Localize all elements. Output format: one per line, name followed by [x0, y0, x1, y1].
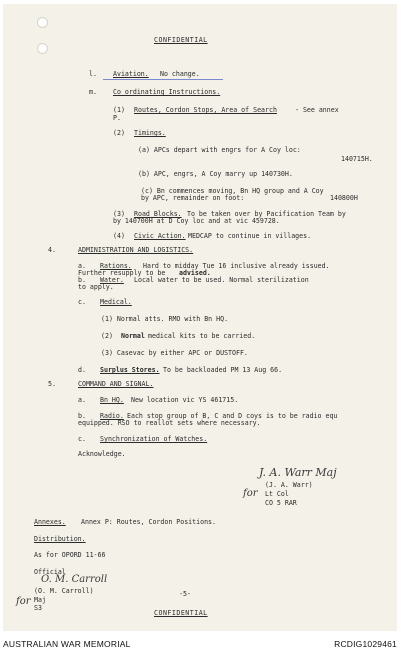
- official-name: (O. M. Carroll): [34, 587, 94, 595]
- admin-d-text: To be backloaded PM 13 Aug 66.: [163, 366, 283, 374]
- admin-c-number: c.: [78, 298, 86, 306]
- m1-cont: P.: [113, 114, 121, 122]
- para-5-title: COMMAND AND SIGNAL.: [78, 380, 154, 388]
- signal-a-title: Bn HQ.: [100, 396, 124, 404]
- signature-rank: Lt Col: [265, 490, 289, 498]
- acknowledge: Acknowledge.: [78, 450, 126, 458]
- ink-underline: [103, 79, 223, 80]
- official-label: Official: [34, 568, 66, 576]
- annexes-label: Annexes.: [34, 518, 66, 526]
- m2c-time: 140800H: [330, 194, 358, 202]
- admin-a-number: a.: [78, 262, 86, 270]
- m2a-time: 140715H.: [341, 155, 373, 163]
- official-role: S3: [34, 604, 42, 612]
- m2a-text: (a) APCs depart with engrs for A Coy loc:: [138, 146, 301, 154]
- m2c-line1: (c) Bn commences moving, Bn HQ group and A Coy: [141, 187, 324, 195]
- punch-hole: [37, 43, 48, 54]
- punch-hole: [37, 17, 48, 28]
- m3-text: To be taken over by Pacification Team by: [187, 210, 346, 218]
- admin-c1: (1) Normal atts. RMO with Bn HQ.: [101, 315, 229, 323]
- para-m-number: m.: [89, 88, 97, 96]
- archive-name: AUSTRALIAN WAR MEMORIAL: [3, 639, 131, 649]
- m1-number: (1): [113, 106, 125, 114]
- para-m-title: Co ordinating Instructions.: [113, 88, 221, 96]
- signature-name: (J. A. Warr): [265, 481, 313, 489]
- m4-text: MEDCAP to continue in villages.: [188, 232, 312, 240]
- para-5-number: 5.: [48, 380, 56, 388]
- signal-b-cont: equipped. RSO to reallot sets where necessary.: [78, 419, 261, 427]
- signal-a-text: New location vic YS 461715.: [131, 396, 239, 404]
- admin-a-text: Hard to midday Tue 16 inclusive already issued.: [143, 262, 330, 270]
- distribution-text: As for OPORD 11-66: [34, 551, 106, 559]
- signature-scrawl: J. A. Warr Maj: [259, 466, 337, 479]
- m2c-line2: by APC, remainder on foot:: [141, 194, 245, 202]
- distribution-label: Distribution.: [34, 535, 86, 543]
- admin-b-title: Water.: [100, 276, 124, 284]
- admin-a-handwritten: advised.: [179, 269, 211, 277]
- admin-c2-number: (2): [101, 332, 113, 340]
- para-l-text: No change.: [160, 70, 200, 78]
- m2-number: (2): [113, 129, 125, 137]
- admin-a-cont: Further resupply to be: [78, 269, 166, 277]
- admin-c3: (3) Casevac by either APC or DUSTOFF.: [101, 349, 248, 357]
- admin-c2-text: medical kits to be carried.: [148, 332, 256, 340]
- annexes-text: Annex P: Routes, Cordon Positions.: [81, 518, 216, 526]
- signal-b-title: Radio.: [100, 412, 124, 420]
- m4-number: (4): [113, 232, 125, 240]
- classification-footer: CONFIDENTIAL: [154, 609, 208, 617]
- signal-b-number: b.: [78, 412, 86, 420]
- admin-d-number: d.: [78, 366, 86, 374]
- admin-b-number: b.: [78, 276, 86, 284]
- official-rank: Maj: [34, 596, 46, 604]
- admin-b-cont: to apply.: [78, 283, 114, 291]
- m4-title: Civic Action.: [134, 232, 186, 240]
- official-initials: for: [16, 596, 31, 607]
- admin-c-title: Medical.: [100, 298, 132, 306]
- m2b-text: (b) APC, engrs, A Coy marry up 140730H.: [138, 170, 293, 178]
- admin-b-text: Local water to be used. Normal sterilization: [134, 276, 309, 284]
- page-number: -5-: [179, 590, 191, 598]
- signal-c-number: c.: [78, 435, 86, 443]
- signature-unit: CO 5 RAR: [265, 499, 297, 507]
- admin-c2-bold: Normal: [121, 332, 145, 340]
- signature-initials: for: [243, 488, 258, 499]
- official-scrawl: O. M. Carroll: [41, 574, 108, 585]
- para-l-number: l.: [89, 70, 97, 78]
- m1-text: - See annex: [295, 106, 339, 114]
- m1-title: Routes, Cordon Stops, Area of Search: [134, 106, 277, 114]
- signal-a-number: a.: [78, 396, 86, 404]
- admin-a-title: Rations.: [100, 262, 132, 270]
- document-page: [3, 4, 397, 631]
- m3-number: (3): [113, 210, 125, 218]
- classification-header: CONFIDENTIAL: [154, 36, 208, 44]
- para-l-title: Aviation.: [113, 70, 149, 78]
- para-4-number: 4.: [48, 246, 56, 254]
- admin-d-title: Surplus Stores.: [100, 366, 160, 374]
- m3-cont: by 140700H at D Coy loc and at vic 459728.: [113, 217, 280, 225]
- m3-title: Road Blocks.: [134, 210, 182, 218]
- m2-title: Timings.: [134, 129, 166, 137]
- signal-b-text: Each stop group of B, C and D coys is to be radio equ: [127, 412, 338, 420]
- signal-c-title: Synchronization of Watches.: [100, 435, 208, 443]
- para-4-title: ADMINISTRATION AND LOGISTICS.: [78, 246, 194, 254]
- archive-id: RCDIG1029461: [334, 639, 397, 649]
- archive-footer: [0, 631, 401, 654]
